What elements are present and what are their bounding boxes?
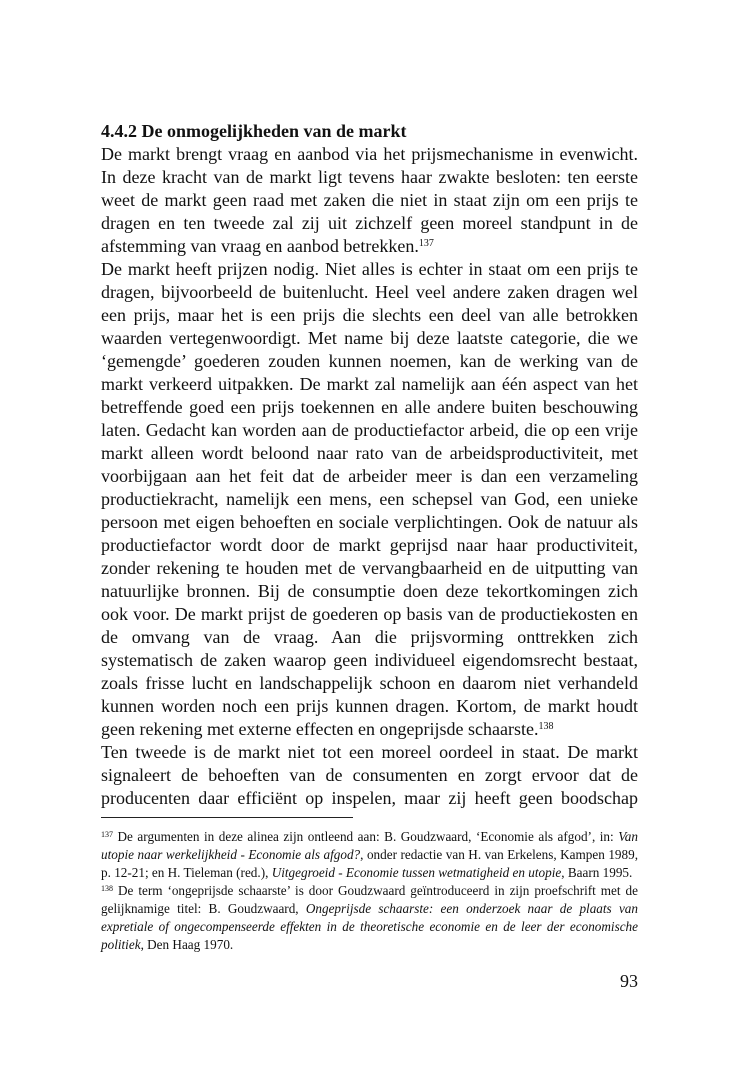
footnote-number: 138 [101,884,113,893]
paragraph-text: De markt heeft prijzen nodig. Niet alles is echter in staat om een prijs te dragen, bijvoorbeeld de buitenlucht. Heel veel andere zaken dragen wel een prijs, maar het is een prijs die slechts een deel van alle betrokken waarden vertegenwoordigt. Met name bij deze laatste categorie, die we ‘gemengde’ goederen zouden kunnen noemen, kan de werking van de markt verkeerd uitpakken. De markt zal namelijk aan één aspect van het betreffende goed een prijs toekennen en alle andere buiten beschouwing laten. Gedacht kan worden aan de productiefactor arbeid, die op een vrije markt alleen wordt beloond naar rato van de arbeidsproductiviteit, met voorbijgaan aan het feit dat de arbeider meer is dan een verzameling productiekracht, namelijk een mens, een schepsel van God, een unieke persoon met eigen behoeften en sociale verplichtingen. Ook de natuur als productiefactor wordt door de markt geprijsd naar haar productiviteit, zonder rekening te houden met de vervangbaarheid en de uitputting van natuurlijke bronnen. Bij de consumptie doen deze tekortkomingen zich ook voor. De markt prijst de goederen op basis van de productiekosten en de omvang van de vraag. Aan die prijsvorming onttrekken zich systematisch de zaken waarop geen individueel eigendomsrecht bestaat, zoals frisse lucht en landschappelijk schoon en daarom niet verhandeld kunnen worden noch een prijs kunnen dragen. Kortom, de markt houdt geen rekening met externe effecten en ongeprijsde schaarste. [101,259,638,739]
footnote-divider [101,817,353,818]
main-text [101,120,638,810]
paragraph-text: De markt brengt vraag en aanbod via het prijsmechanisme in evenwicht. In deze kracht van de markt ligt tevens haar zwakte besloten: ten eerste weet de markt geen raad met zaken die niet in staat zijn om een prijs te dragen en ten tweede zal zij uit zichzelf geen moreel standpunt in de afstemming van vraag en aanbod betrekken. [101,144,638,256]
page-number: 93 [620,971,638,991]
footnote-title: Uitgegroeid - Economie tussen wetmatigheid en utopie [271,865,562,880]
footnote-text: , onder redactie van H. van Erkelens, Kampen 1989, p. 12-21; en H. Tieleman (red.), [101,847,639,880]
paragraph-3 [101,741,638,810]
paragraph-text: Ten tweede is de markt niet tot een moreel oordeel in staat. De markt signaleert de behoeften van de consumenten en zorgt ervoor dat de producenten daar efficiënt op inspelen, maar zij heeft geen boodschap [101,742,638,808]
footnote-text: , Den Haag 1970. [140,937,234,952]
footnote-text: , Baarn 1995. [561,865,633,880]
footnote-ref[interactable]: 137 [418,238,434,249]
paragraph-2 [101,258,638,741]
paragraph-1 [101,143,638,258]
footnote-text: De term ‘ongeprijsde schaarste’ is door Goudzwaard geïntroduceerd in zijn proefschrift met de gelijknamige titel: B. Goudzwaard, [101,883,638,916]
footnotes [101,828,638,954]
footnote-138 [101,882,638,954]
footnote-ref[interactable]: 138 [538,721,554,732]
footnote-number: 137 [101,830,113,839]
footnote-text: De argumenten in deze alinea zijn ontleend aan: B. Goudzwaard, ‘Economie als afgod’, in: [117,829,619,844]
footnote-title: Van utopie naar werkelijkheid - Economie als afgod? [101,829,638,862]
footnote-title: Ongeprijsde schaarste: een onderzoek naar de plaats van expretiale of ongecompenseerde effekten in de theoretische economie en de leer der economische politiek [101,901,638,952]
section-heading: 4.4.2 De onmogelijkheden van de markt [101,121,407,141]
footnote-137 [101,828,638,882]
